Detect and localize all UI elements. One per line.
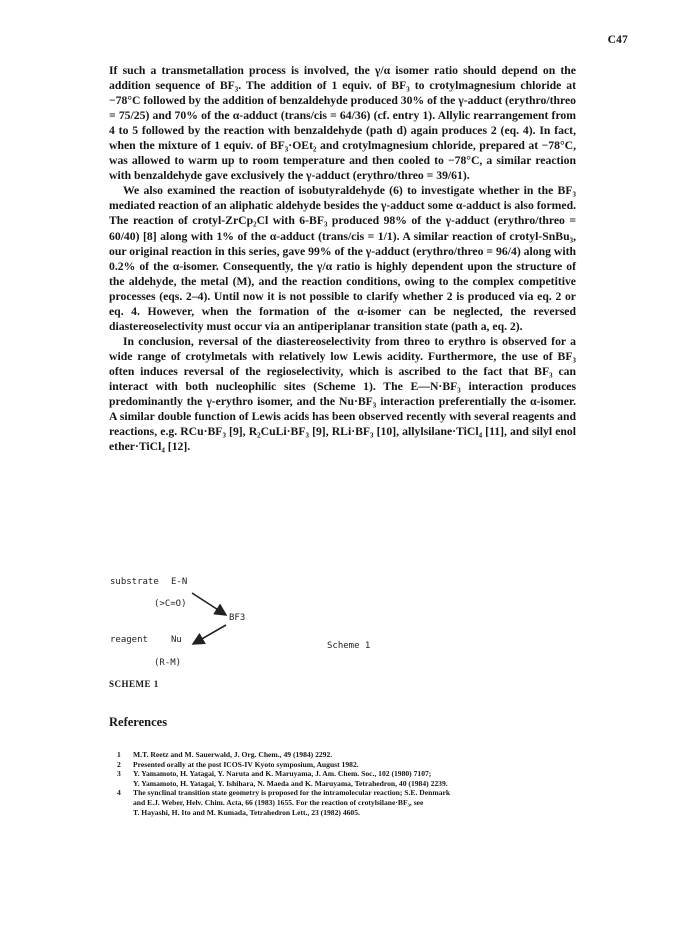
page-number: C47 bbox=[607, 34, 628, 46]
reference-text: and E.J. Weber, Helv. Chim. Acta, 66 (1983) 1655. For the reaction of crotylsilane·BF₃, see bbox=[133, 797, 424, 807]
reference-text: T. Hayashi, H. Ito and M. Kumada, Tetrahedron Lett., 23 (1982) 4605. bbox=[133, 807, 360, 817]
paragraph-3: In conclusion, reversal of the diastereoselectivity from threo to erythro is observed for a wide range of crotylmetals with relatively low Lewis acidity. Furthermore, the use of BF₃ often induces reversal of the regioselectivity, which is ascribed to the fact that BF₃ can interact with both nucleophilic sites (Scheme 1). The E—N·BF₃ interaction produces predominantly the γ-erythro isomer, and the Nu·BF₃ interaction preferentially the α-isomer. A similar double function of Lewis acids has been observed recently with several reagents and reactions, e.g. RCu·BF₃ [9], R₂CuLi·BF₃ [9], RLi·BF₃ [10], allylsilane·TiCl₄ [11], and silyl enol ether·TiCl₄ [12]. bbox=[109, 334, 576, 454]
reference-text: Y. Yamamoto, H. Yatagai, Y. Naruta and K. Maruyama, J. Am. Chem. Soc., 102 (1980) 7107; bbox=[133, 769, 432, 779]
rm-label: (R-M) bbox=[154, 658, 182, 668]
carbonyl-label: (>C=O) bbox=[154, 599, 187, 609]
scheme-label: Scheme 1 bbox=[327, 641, 371, 651]
scheme-1-diagram bbox=[109, 568, 579, 698]
reference-text: The synclinal transition state geometry is proposed for the intramolecular reaction; S.E. Denmark bbox=[133, 788, 451, 798]
reagent-label: reagent bbox=[110, 635, 148, 645]
paragraph-1: If such a transmetallation process is involved, the γ/α isomer ratio should depend on the addition sequence of BF₃. The addition of 1 equiv. of BF₃ to crotylmagnesium chloride at −78°C followed by the addition of benzaldehyde produced 30% of the γ-adduct (erythro/threo = 75/25) and 70% of the α-adduct (trans/cis = 64/36) (cf. entry 1). Allylic rearrangement from 4 to 5 followed by the reaction with benzaldehyde (path d) again produces 2 (eq. 4). In fact, when the mixture of 1 equiv. of BF₃·OEt₂ and crotylmagnesium chloride, prepared at −78°C, was allowed to warm up to room temperature and then cooled to −78°C, a similar reaction with benzaldehyde gave exclusively the γ-adduct (erythro/threo = 39/61). bbox=[109, 64, 576, 183]
reference-item bbox=[117, 760, 577, 770]
reference-text: Presented orally at the post ICOS-IV Kyoto symposium, August 1982. bbox=[133, 759, 359, 769]
reference-number: 1 bbox=[117, 750, 121, 759]
reference-item bbox=[117, 769, 577, 788]
body-text bbox=[109, 63, 576, 454]
paragraph-2: We also examined the reaction of isobutyraldehyde (6) to investigate whether in the BF₃ mediated reaction of an aliphatic aldehyde besides the γ-adduct some α-adduct is also formed. The reaction of crotyl-ZrCp₂Cl with 6-BF₃ produced 98% of the γ-adduct (erythro/threo = 60/40) [8] along with 1% of the α-adduct (trans/cis = 1/1). A similar reaction of crotyl-SnBu₃, our original reaction in this series, gave 99% of the γ-adduct (erythro/threo = 96/4) along with 0.2% of the α-isomer. Consequently, the γ/α ratio is highly dependent upon the structure of the aldehyde, the metal (M), and the reaction conditions, owing to the complex competitive processes (eqs. 2–4). Until now it is not possible to clarify whether 2 is produced via eq. 2 or eq. 4. However, when the formation of the α-isomer can be neglected, the reversed diastereoselectivity must occur via an antiperiplanar transition state (path a, eq. 2). bbox=[109, 184, 576, 333]
bf3-label: BF3 bbox=[229, 613, 246, 623]
arrow-bf3-to-nu bbox=[193, 625, 226, 644]
references-heading: References bbox=[109, 715, 168, 729]
reference-number: 3 bbox=[117, 769, 121, 779]
reference-number: 2 bbox=[117, 759, 121, 769]
reference-item bbox=[117, 788, 577, 817]
en-label: E-N bbox=[171, 577, 188, 587]
reference-text: M.T. Reetz and M. Sauerwald, J. Org. Chem., 49 (1984) 2292. bbox=[133, 750, 333, 759]
references-list bbox=[117, 750, 577, 817]
scheme-caption: SCHEME 1 bbox=[109, 679, 159, 689]
reference-number: 4 bbox=[117, 788, 121, 798]
nu-label: Nu bbox=[171, 635, 182, 645]
reference-text: Y. Yamamoto, H. Yatagai, Y. Ishihara, N. Maeda and K. Maruyama, Tetrahedron, 40 (1984) 2239. bbox=[133, 778, 448, 788]
reference-item bbox=[117, 750, 577, 760]
substrate-label: substrate bbox=[110, 577, 159, 587]
scheme-arrows bbox=[109, 568, 579, 698]
arrow-en-to-bf3 bbox=[192, 593, 226, 615]
